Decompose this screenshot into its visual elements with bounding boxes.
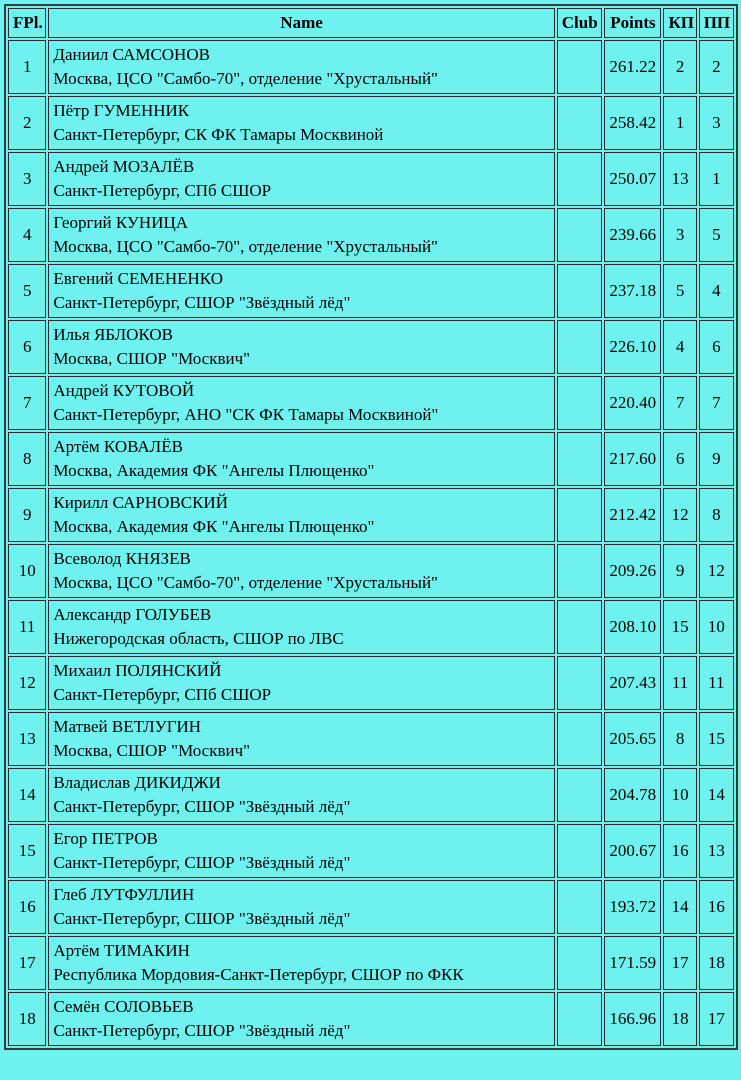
pp-cell: 14 <box>699 768 734 822</box>
table-row <box>8 544 734 598</box>
points-cell: 212.42 <box>604 488 661 542</box>
kp-cell: 9 <box>663 544 696 598</box>
skater-club: Москва, ЦСО "Самбо-70", отделение "Хрустальный" <box>53 237 438 256</box>
skater-club: Москва, СШОР "Москвич" <box>53 741 251 760</box>
place-cell: 2 <box>8 96 46 150</box>
kp-cell: 16 <box>663 824 696 878</box>
pp-cell: 3 <box>699 96 734 150</box>
table-row <box>8 40 734 94</box>
place-cell: 15 <box>8 824 46 878</box>
kp-cell: 10 <box>663 768 696 822</box>
kp-cell: 13 <box>663 152 696 206</box>
skater-cell <box>48 96 554 150</box>
pp-cell: 17 <box>699 992 734 1046</box>
place-cell: 11 <box>8 600 46 654</box>
skater-name: Илья ЯБЛОКОВ <box>53 325 173 344</box>
points-cell: 237.18 <box>604 264 661 318</box>
table-row <box>8 600 734 654</box>
pp-cell: 11 <box>699 656 734 710</box>
pp-cell: 15 <box>699 712 734 766</box>
place-cell: 18 <box>8 992 46 1046</box>
club-cell <box>557 768 603 822</box>
skater-name: Кирилл САРНОВСКИЙ <box>53 493 228 512</box>
place-cell: 16 <box>8 880 46 934</box>
skater-name: Егор ПЕТРОВ <box>53 829 158 848</box>
table-row <box>8 824 734 878</box>
pp-cell: 6 <box>699 320 734 374</box>
table-row <box>8 488 734 542</box>
table-row <box>8 880 734 934</box>
points-cell: 166.96 <box>604 992 661 1046</box>
club-cell <box>557 40 603 94</box>
header-name: Name <box>48 8 554 38</box>
points-cell: 258.42 <box>604 96 661 150</box>
points-cell: 261.22 <box>604 40 661 94</box>
table-row <box>8 152 734 206</box>
table-row <box>8 264 734 318</box>
skater-name: Евгений СЕМЕНЕНКО <box>53 269 223 288</box>
points-cell: 226.10 <box>604 320 661 374</box>
skater-club: Санкт-Петербург, СШОР "Звёздный лёд" <box>53 853 351 872</box>
points-cell: 217.60 <box>604 432 661 486</box>
kp-cell: 3 <box>663 208 696 262</box>
skater-name: Артём КОВАЛЁВ <box>53 437 183 456</box>
skater-name: Владислав ДИКИДЖИ <box>53 773 221 792</box>
club-cell <box>557 488 603 542</box>
skater-club: Москва, ЦСО "Самбо-70", отделение "Хрустальный" <box>53 573 438 592</box>
kp-cell: 5 <box>663 264 696 318</box>
skater-cell <box>48 320 554 374</box>
table-row <box>8 376 734 430</box>
skater-name: Глеб ЛУТФУЛЛИН <box>53 885 195 904</box>
table-row <box>8 208 734 262</box>
club-cell <box>557 320 603 374</box>
skater-cell <box>48 376 554 430</box>
pp-cell: 12 <box>699 544 734 598</box>
skater-club: Санкт-Петербург, СШОР "Звёздный лёд" <box>53 797 351 816</box>
skater-club: Санкт-Петербург, СПб СШОР <box>53 181 272 200</box>
kp-cell: 18 <box>663 992 696 1046</box>
place-cell: 5 <box>8 264 46 318</box>
place-cell: 9 <box>8 488 46 542</box>
skater-cell <box>48 880 554 934</box>
club-cell <box>557 936 603 990</box>
skater-club: Республика Мордовия-Санкт-Петербург, СШОР по ФКК <box>53 965 464 984</box>
skater-club: Москва, Академия ФК "Ангелы Плющенко" <box>53 461 375 480</box>
pp-cell: 1 <box>699 152 734 206</box>
skater-club: Москва, СШОР "Москвич" <box>53 349 251 368</box>
pp-cell: 16 <box>699 880 734 934</box>
header-kp: КП <box>663 8 696 38</box>
place-cell: 17 <box>8 936 46 990</box>
skater-cell <box>48 936 554 990</box>
kp-cell: 1 <box>663 96 696 150</box>
skater-name: Матвей ВЕТЛУГИН <box>53 717 202 736</box>
points-cell: 193.72 <box>604 880 661 934</box>
pp-cell: 4 <box>699 264 734 318</box>
club-cell <box>557 152 603 206</box>
skater-cell <box>48 768 554 822</box>
header-points: Points <box>604 8 661 38</box>
club-cell <box>557 96 603 150</box>
points-cell: 207.43 <box>604 656 661 710</box>
kp-cell: 6 <box>663 432 696 486</box>
pp-cell: 13 <box>699 824 734 878</box>
skater-name: Андрей КУТОВОЙ <box>53 381 195 400</box>
points-cell: 220.40 <box>604 376 661 430</box>
skater-name: Артём ТИМАКИН <box>53 941 190 960</box>
place-cell: 10 <box>8 544 46 598</box>
club-cell <box>557 880 603 934</box>
kp-cell: 4 <box>663 320 696 374</box>
skater-club: Санкт-Петербург, СШОР "Звёздный лёд" <box>53 293 351 312</box>
skater-name: Пётр ГУМЕННИК <box>53 101 190 120</box>
place-cell: 12 <box>8 656 46 710</box>
pp-cell: 10 <box>699 600 734 654</box>
skater-club: Москва, Академия ФК "Ангелы Плющенко" <box>53 517 375 536</box>
place-cell: 14 <box>8 768 46 822</box>
skater-name: Георгий КУНИЦА <box>53 213 189 232</box>
skater-cell <box>48 208 554 262</box>
table-row <box>8 320 734 374</box>
skater-cell <box>48 824 554 878</box>
points-cell: 171.59 <box>604 936 661 990</box>
place-cell: 4 <box>8 208 46 262</box>
skater-name: Семён СОЛОВЬЕВ <box>53 997 194 1016</box>
points-cell: 204.78 <box>604 768 661 822</box>
points-cell: 250.07 <box>604 152 661 206</box>
skater-cell <box>48 600 554 654</box>
points-cell: 205.65 <box>604 712 661 766</box>
place-cell: 6 <box>8 320 46 374</box>
place-cell: 8 <box>8 432 46 486</box>
kp-cell: 8 <box>663 712 696 766</box>
place-cell: 3 <box>8 152 46 206</box>
skater-name: Александр ГОЛУБЕВ <box>53 605 212 624</box>
skater-name: Андрей МОЗАЛЁВ <box>53 157 195 176</box>
header-place: FPl. <box>8 8 46 38</box>
club-cell <box>557 264 603 318</box>
kp-cell: 7 <box>663 376 696 430</box>
table-row <box>8 768 734 822</box>
skater-cell <box>48 488 554 542</box>
skater-club: Москва, ЦСО "Самбо-70", отделение "Хрустальный" <box>53 69 438 88</box>
table-row <box>8 712 734 766</box>
club-cell <box>557 544 603 598</box>
skater-club: Санкт-Петербург, СШОР "Звёздный лёд" <box>53 909 351 928</box>
kp-cell: 2 <box>663 40 696 94</box>
pp-cell: 5 <box>699 208 734 262</box>
pp-cell: 8 <box>699 488 734 542</box>
kp-cell: 15 <box>663 600 696 654</box>
kp-cell: 11 <box>663 656 696 710</box>
points-cell: 209.26 <box>604 544 661 598</box>
table-row <box>8 936 734 990</box>
kp-cell: 14 <box>663 880 696 934</box>
club-cell <box>557 712 603 766</box>
pp-cell: 2 <box>699 40 734 94</box>
club-cell <box>557 992 603 1046</box>
results-body <box>8 40 734 1046</box>
place-cell: 1 <box>8 40 46 94</box>
points-cell: 200.67 <box>604 824 661 878</box>
skater-name: Даниил САМСОНОВ <box>53 45 210 64</box>
skater-club: Нижегородская область, СШОР по ЛВС <box>53 629 344 648</box>
table-row <box>8 992 734 1046</box>
header-club: Club <box>557 8 603 38</box>
club-cell <box>557 432 603 486</box>
skater-club: Санкт-Петербург, СПб СШОР <box>53 685 272 704</box>
kp-cell: 12 <box>663 488 696 542</box>
skater-club: Санкт-Петербург, АНО "СК ФК Тамары Москвиной" <box>53 405 439 424</box>
points-cell: 208.10 <box>604 600 661 654</box>
skater-cell <box>48 656 554 710</box>
table-row <box>8 432 734 486</box>
skater-cell <box>48 40 554 94</box>
header-pp: ПП <box>699 8 734 38</box>
pp-cell: 18 <box>699 936 734 990</box>
club-cell <box>557 656 603 710</box>
pp-cell: 7 <box>699 376 734 430</box>
skater-cell <box>48 152 554 206</box>
place-cell: 7 <box>8 376 46 430</box>
skater-name: Всеволод КНЯЗЕВ <box>53 549 191 568</box>
club-cell <box>557 824 603 878</box>
header-row <box>8 8 734 38</box>
skater-club: Санкт-Петербург, СК ФК Тамары Москвиной <box>53 125 384 144</box>
points-cell: 239.66 <box>604 208 661 262</box>
place-cell: 13 <box>8 712 46 766</box>
results-table <box>4 4 738 1050</box>
club-cell <box>557 600 603 654</box>
skater-club: Санкт-Петербург, СШОР "Звёздный лёд" <box>53 1021 351 1040</box>
club-cell <box>557 208 603 262</box>
kp-cell: 17 <box>663 936 696 990</box>
skater-cell <box>48 992 554 1046</box>
table-row <box>8 96 734 150</box>
skater-cell <box>48 544 554 598</box>
skater-name: Михаил ПОЛЯНСКИЙ <box>53 661 222 680</box>
pp-cell: 9 <box>699 432 734 486</box>
skater-cell <box>48 264 554 318</box>
club-cell <box>557 376 603 430</box>
skater-cell <box>48 432 554 486</box>
skater-cell <box>48 712 554 766</box>
table-row <box>8 656 734 710</box>
